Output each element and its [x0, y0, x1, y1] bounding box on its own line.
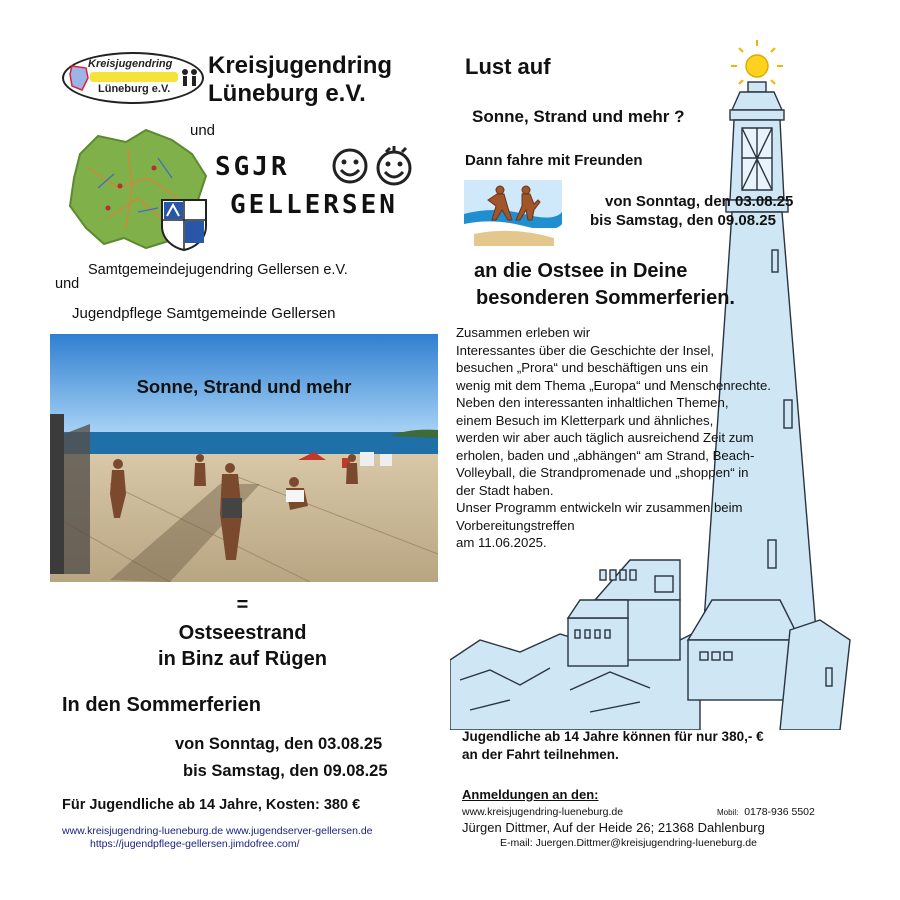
- org-title: [208, 52, 392, 108]
- place-line1: Ostseestrand: [178, 622, 307, 644]
- date-from-left: von Sonntag, den 03.08.25: [175, 735, 383, 753]
- place-line2: in Binz auf Rügen: [158, 648, 327, 670]
- jugendpflege-link[interactable]: https://jugendpflege-gellersen.jimdofree.com/: [90, 838, 300, 850]
- participation-line1: Jugendliche ab 14 Jahre können für nur 380,- €: [462, 729, 764, 744]
- participation-note: [462, 728, 764, 764]
- beach-photo: [50, 334, 438, 582]
- ostsee-heading-line2: besonderen Sommerferien.: [476, 287, 735, 309]
- org-title-line1: Kreisjugendring: [208, 52, 393, 79]
- equals-sign: =: [236, 594, 249, 616]
- people-icon: [180, 68, 200, 88]
- und-text: und: [190, 122, 216, 139]
- ostsee-heading-line1: an die Ostsee in Deine: [474, 260, 688, 282]
- body-line: am 11.06.2025.: [456, 535, 547, 550]
- mobile-number: [717, 806, 815, 818]
- date-to-right: bis Samstag, den 09.08.25: [590, 212, 776, 229]
- samtgemeindejugendring-text: Samtgemeindejugendring Gellersen e.V.: [88, 262, 348, 278]
- kreisjugendring-logo: [62, 52, 204, 104]
- body-line: besuchen „Prora“ und beschäftigen uns ein: [456, 360, 709, 375]
- logo-bottom-text: Lüneburg e.V.: [98, 83, 171, 95]
- lust-heading: Lust auf: [465, 54, 551, 79]
- body-line: Volleyball, die Strandpromenade und „shoppen“ in: [456, 465, 749, 480]
- dann-heading: Dann fahre mit Freunden: [465, 152, 643, 169]
- logo-top-text: Kreisjugendring: [88, 58, 173, 70]
- jugendpflege-text: Jugendpflege Samtgemeinde Gellersen: [72, 305, 336, 322]
- contact-email[interactable]: E-mail: Juergen.Dittmer@kreisjugendring-lueneburg.de: [500, 837, 757, 849]
- participation-line2: an der Fahrt teilnehmen.: [462, 747, 619, 762]
- sonne-heading: Sonne, Strand und mehr ?: [472, 107, 685, 126]
- ostsee-heading: [474, 258, 735, 312]
- website-links[interactable]: www.kreisjugendring-lueneburg.de www.jugendserver-gellersen.de: [62, 825, 373, 837]
- coat-of-arms-icon: [158, 196, 210, 252]
- contact-address: Jürgen Dittmer, Auf der Heide 26; 21368 Dahlenburg: [462, 820, 765, 835]
- body-line: Vorbereitungstreffen: [456, 517, 575, 533]
- photo-caption: Sonne, Strand und mehr: [136, 376, 352, 397]
- map-icon: [68, 64, 90, 92]
- registration-website[interactable]: www.kreisjugendring-lueneburg.de: [462, 806, 624, 818]
- sgjr-title: SGJR: [215, 152, 290, 182]
- date-to-left: bis Samstag, den 09.08.25: [183, 762, 388, 780]
- date-from-right: von Sonntag, den 03.08.25: [605, 193, 794, 210]
- sommerferien-heading: In den Sommerferien: [62, 694, 261, 716]
- beach-scene: [50, 334, 438, 582]
- body-line: Unser Programm entwickeln wir zusammen beim: [456, 500, 743, 515]
- body-line: erholen, baden und „abhängen“ am Strand, Beach-: [456, 447, 755, 463]
- dancing-figures-icon: [464, 180, 562, 246]
- registration-heading: Anmeldungen an den:: [462, 787, 599, 802]
- body-line: Neben den interessanten inhaltlichen Themen,: [456, 395, 729, 410]
- smiley-faces-icon: [328, 146, 420, 186]
- body-line: Interessantes über die Geschichte der Insel,: [456, 342, 715, 358]
- mobile-label: Mobil:: [717, 808, 739, 817]
- body-line: wenig mit dem Thema „Europa“ und Menschenrechte.: [456, 377, 771, 393]
- place-heading: [0, 620, 485, 672]
- und-text-2: und: [55, 276, 80, 292]
- gellersen-title: GELLERSEN: [230, 190, 398, 220]
- body-line: einem Besuch im Kletterpark und ähnliches,: [456, 412, 714, 428]
- cost-line: Für Jugendliche ab 14 Jahre, Kosten: 380 €: [62, 797, 361, 813]
- mobile-value: 0178-936 5502: [744, 806, 815, 818]
- body-line: der Stadt haben.: [456, 482, 554, 498]
- body-line: werden wir aber auch täglich ausreichend Zeit zum: [456, 430, 754, 445]
- body-line: Zusammen erleben wir: [456, 325, 591, 340]
- org-title-line2: Lüneburg e.V.: [208, 80, 366, 107]
- description-text: [456, 324, 876, 552]
